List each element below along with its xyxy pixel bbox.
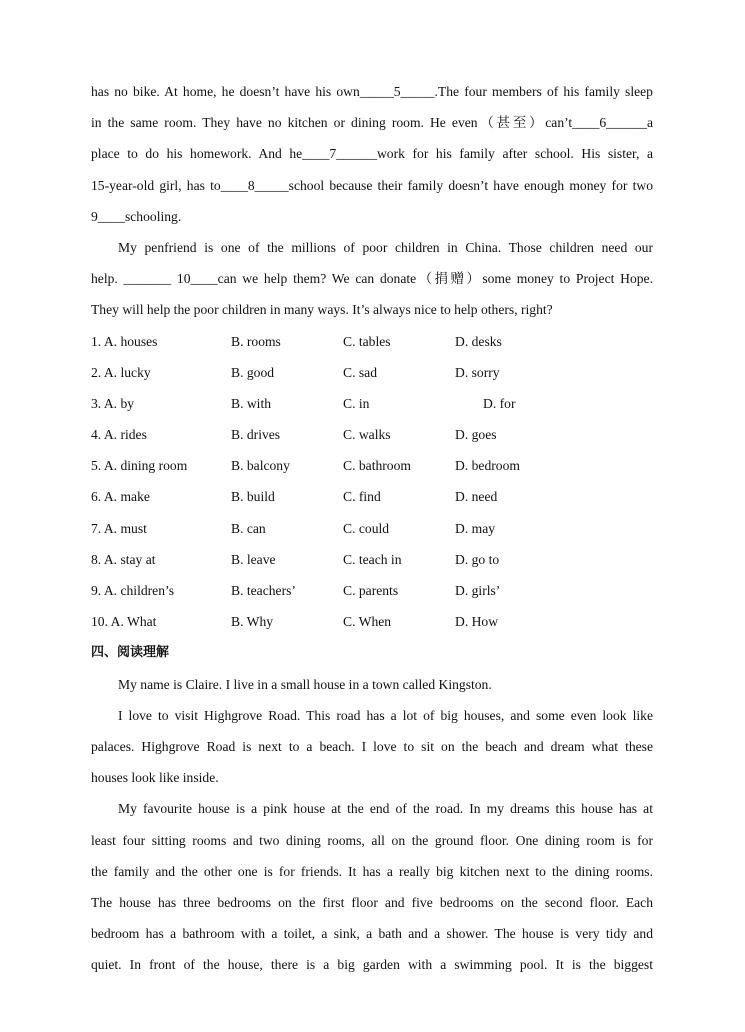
- option-row: [91, 513, 653, 544]
- blank-7: ____7______: [302, 146, 377, 162]
- passage-line-1: has no bike. At home, he doesn’t have his own_____5_____.The four members of his family sleep: [91, 84, 653, 99]
- option-n: 8. A. stay at: [91, 551, 156, 567]
- passage2-line-1: My penfriend is one of the millions of poor children in China. Those children need our: [118, 239, 653, 255]
- reading-line: least four sitting rooms and two dining rooms, all on the ground floor. One dining room is for: [91, 832, 653, 848]
- option-c: C. find: [343, 489, 381, 505]
- option-n: 7. A. must: [91, 520, 147, 536]
- option-row: [91, 544, 653, 575]
- reading-line: palaces. Highgrove Road is next to a beach. I love to sit on the beach and dream what these: [91, 738, 653, 754]
- option-row: [91, 388, 653, 419]
- option-row: [91, 450, 653, 481]
- option-row: [91, 326, 653, 357]
- blank-8: ____8_____: [220, 177, 289, 193]
- option-b: B. good: [231, 364, 275, 380]
- option-c: C. parents: [343, 583, 399, 598]
- option-n: 3. A. by: [91, 395, 135, 411]
- option-d: D. How: [455, 614, 499, 630]
- passage-line-5: 9____schooling.: [91, 208, 182, 224]
- option-d: D. bedroom: [455, 458, 520, 474]
- option-d: D. need: [455, 489, 498, 505]
- option-row: [91, 357, 653, 388]
- reading-line: My name is Claire. I live in a small house in a town called Kingston.: [118, 676, 492, 692]
- option-row: [91, 606, 653, 637]
- option-d: D. for: [483, 395, 516, 411]
- option-c: C. bathroom: [343, 458, 411, 474]
- option-row: [91, 575, 653, 606]
- option-c: C. When: [343, 614, 392, 630]
- reading-line: My favourite house is a pink house at the end of the road. In my dreams this house has at: [118, 801, 653, 817]
- option-n: 5. A. dining room: [91, 458, 188, 474]
- blank-6: ____6______: [572, 115, 647, 131]
- option-b: B. build: [231, 489, 275, 505]
- passage2-line-2: help. _______ 10____can we help them? We can donate（捐赠）some money to Project Hope.: [91, 271, 653, 287]
- option-b: B. rooms: [231, 333, 281, 349]
- section-heading: 四、阅读理解: [91, 645, 170, 661]
- reading-line: houses look like inside.: [91, 770, 219, 786]
- option-b: B. with: [231, 395, 272, 411]
- option-row: [91, 419, 653, 450]
- option-d: D. may: [455, 520, 496, 536]
- option-n: 4. A. rides: [91, 427, 147, 443]
- blank-5: _____5_____: [359, 84, 435, 99]
- reading-line: quiet. In front of the house, there is a big garden with a swimming pool. It is the biggest: [91, 957, 653, 973]
- option-n: 2. A. lucky: [91, 364, 151, 380]
- option-b: B. teachers’: [231, 583, 296, 598]
- reading-line: The house has three bedrooms on the first floor and five bedrooms on the second floor. Each: [91, 894, 653, 910]
- passage-line-3: place to do his homework. And he____7______work for his family after school. His sister, a: [91, 146, 654, 162]
- option-b: B. can: [231, 520, 266, 536]
- reading-passage: [91, 669, 653, 981]
- passage2-line-3: They will help the poor children in many ways. It’s always nice to help others, right?: [91, 302, 553, 318]
- option-c: C. could: [343, 520, 390, 536]
- reading-line: I love to visit Highgrove Road. This road has a lot of big houses, and some even look like: [118, 707, 653, 723]
- document-page: [91, 76, 653, 980]
- passage-line-2: in the same room. They have no kitchen or dining room. He even（甚至）can’t____6______a: [91, 115, 653, 131]
- option-n: 10. A. What: [91, 614, 157, 630]
- option-d: D. goes: [455, 427, 497, 443]
- option-c: C. tables: [343, 333, 391, 349]
- passage-line-4: 15-year-old girl, has to____8_____school because their family doesn’t have enough money for two: [91, 177, 653, 193]
- option-n: 6. A. make: [91, 489, 150, 505]
- option-b: B. balcony: [231, 458, 290, 474]
- option-b: B. leave: [231, 551, 276, 567]
- reading-line: the family and the other one is for friends. It has a really big kitchen next to the dining rooms.: [91, 863, 653, 879]
- option-n: 1. A. houses: [91, 333, 158, 349]
- option-c: C. in: [343, 395, 370, 411]
- option-d: D. go to: [455, 551, 500, 567]
- option-b: B. Why: [231, 614, 274, 630]
- option-n: 9. A. children’s: [91, 583, 175, 598]
- options-list: [91, 326, 653, 638]
- option-c: C. teach in: [343, 551, 402, 567]
- option-b: B. drives: [231, 427, 281, 443]
- option-c: C. sad: [343, 364, 377, 380]
- option-row: [91, 481, 653, 512]
- option-d: D. sorry: [455, 364, 500, 380]
- reading-line: bedroom has a bathroom with a toilet, a sink, a bath and a shower. The house is very tidy and: [91, 926, 653, 942]
- option-c: C. walks: [343, 427, 391, 443]
- option-d: D. desks: [455, 333, 502, 349]
- option-d: D. girls’: [455, 583, 501, 598]
- blank-9: ____: [97, 208, 125, 224]
